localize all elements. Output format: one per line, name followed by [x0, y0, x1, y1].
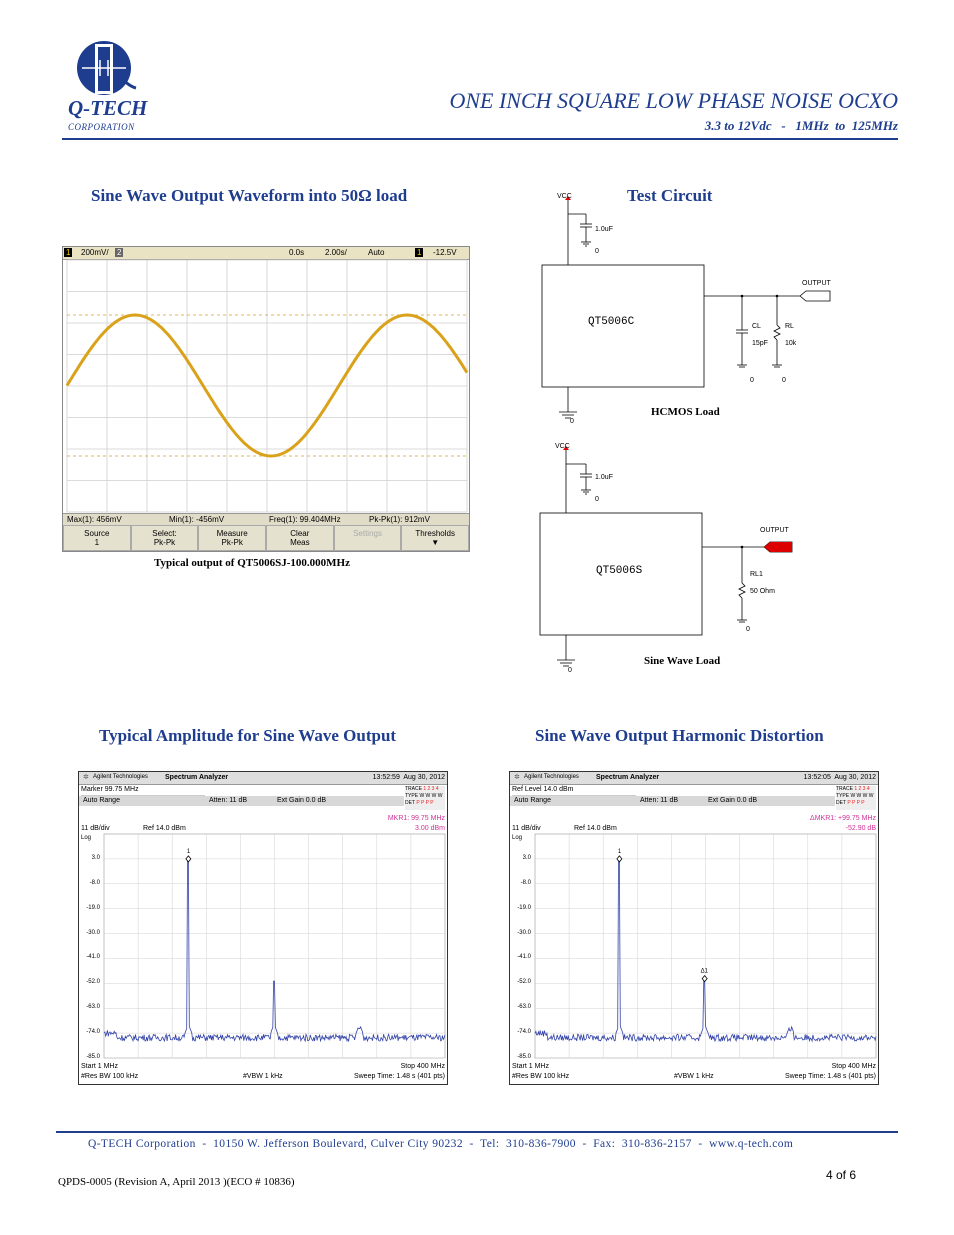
circuit1-rl-value: 10k: [785, 340, 797, 347]
sa2-marker-value: -52.90 dB: [845, 825, 876, 832]
harmonic-section-title: Sine Wave Output Harmonic Distortion: [535, 726, 824, 745]
sa1-marker-label: 1: [186, 848, 191, 855]
sa1-y-tick-label: -85.0: [86, 1054, 100, 1060]
sa1-name: Spectrum Analyzer: [165, 774, 229, 781]
sa2-title-bar: [510, 772, 878, 785]
sa2-y-tick-label: -52.0: [517, 979, 531, 986]
agilent-logo-icon: ✲: [83, 774, 89, 781]
sa1-ref: Ref 14.0 dBm: [143, 825, 186, 832]
sa1-field[interactable]: Marker 99.75 MHz: [81, 786, 205, 796]
sa1-marker-readout: MKR1: 99.75 MHz: [387, 815, 445, 822]
sa2-plot: [535, 834, 876, 1058]
sa2-y-tick-label: -85.0: [517, 1054, 531, 1060]
trigger-mode: Auto: [368, 248, 385, 257]
sa2-field[interactable]: Ref Level 14.0 dBm: [512, 786, 636, 796]
chevron-down-icon: ▼: [431, 538, 440, 547]
circuit1-chip: QT5006C: [588, 316, 635, 328]
sa2-timestamp: 13:52:05 Aug 30, 2012: [803, 774, 876, 781]
sa2-marker-diamond: [617, 856, 622, 862]
sa2-y-tick-label: -74.0: [517, 1029, 531, 1036]
measurement-max: Max(1): 456mV: [67, 515, 122, 524]
logo-text: Q-TECH: [68, 96, 148, 120]
time-offset: 0.0s: [289, 248, 305, 257]
circuit1-cl: CL: [752, 323, 761, 330]
logo-emblem: [62, 36, 162, 136]
sa2-delta-marker-diamond: [702, 976, 707, 982]
softkey-clear[interactable]: Clear Meas: [266, 525, 334, 551]
sa1-plot: [104, 834, 445, 1058]
sa1-log: Log: [81, 835, 92, 841]
page-subtitle: 3.3 to 12Vdc - 1MHz to 125MHz: [704, 118, 898, 133]
company-logo: [62, 36, 162, 136]
sa1-timestamp: 13:52:59 Aug 30, 2012: [372, 774, 445, 781]
sa2-rbw: #Res BW 100 kHz: [512, 1073, 570, 1080]
softkey-select[interactable]: Select: Pk-Pk: [131, 525, 199, 551]
sa2-y-tick-label: -30.0: [517, 929, 531, 936]
measurement-bar: [63, 513, 469, 525]
sa1-y-tick-label: -8.0: [89, 879, 100, 886]
ch1-badge: 1: [66, 248, 71, 257]
sa1-y-tick-label: -74.0: [86, 1029, 100, 1036]
softkey-measure[interactable]: Measure Pk-Pk: [198, 525, 266, 551]
sa1-y-tick-label: -52.0: [86, 979, 100, 986]
softkey-row: [63, 525, 469, 551]
sa2-delta-marker-label: Δ1: [700, 968, 709, 975]
softkey-source[interactable]: Source 1: [63, 525, 131, 551]
sa1-trace-panel: TRACE 1 2 3 4 TYPE W W W W DET P P P P: [405, 786, 445, 810]
spectrum-analyzer-amplitude: [78, 771, 448, 1085]
header-rule: [62, 138, 898, 140]
footer-doc-id: QPDS-0005 (Revision A, April 2013 )(ECO # 10836): [58, 1176, 295, 1188]
logo-subtext: CORPORATION: [68, 122, 135, 132]
circuit1-gnd: 0: [595, 248, 599, 255]
sa2-brand: Agilent Technologies: [524, 774, 579, 780]
circuit1-vcc: VCC: [557, 193, 572, 200]
scope-top-bar: [63, 247, 469, 260]
measurement-freq: Freq(1): 99.404MHz: [269, 515, 341, 524]
sa2-y-tick-label: -8.0: [520, 879, 531, 886]
spectrum-analyzer-harmonics: [509, 771, 879, 1085]
circuit1-output: OUTPUT: [802, 280, 831, 287]
hcmos-caption: HCMOS Load: [651, 406, 720, 418]
sa2-log: Log: [512, 835, 523, 841]
sa2-marker-label: 1: [617, 848, 622, 855]
circuit1-cap: 1.0uF: [595, 226, 613, 233]
circuit1-gnd-cl: 0: [750, 377, 754, 384]
sa1-sweep: Sweep Time: 1.48 s (401 pts): [353, 1073, 445, 1080]
sa1-y-tick-label: -41.0: [86, 954, 100, 961]
sa1-vbw: #VBW 1 kHz: [243, 1073, 283, 1080]
sa2-start: Start 1 MHz: [512, 1063, 549, 1070]
agilent-logo-icon: ✲: [514, 774, 520, 781]
softkey-thresholds[interactable]: Thresholds ▼: [401, 525, 469, 551]
sa1-rbw: #Res BW 100 kHz: [81, 1073, 139, 1080]
sa1-y-tick-label: 3.0: [91, 854, 100, 861]
trigger-channel: 1: [417, 248, 422, 257]
ch2-badge: 2: [117, 248, 122, 257]
circuit2-gnd: 0: [595, 496, 599, 503]
page-title: ONE INCH SQUARE LOW PHASE NOISE OCXO: [449, 88, 898, 113]
circuit2-gnd-chip: 0: [568, 667, 572, 674]
circuit2-rl: RL1: [750, 571, 763, 578]
sa2-marker-readout: ΔMKR1: +99.75 MHz: [810, 815, 876, 822]
sa2-ref: Ref 14.0 dBm: [574, 825, 617, 832]
sa2-ext-gain: Ext Gain 0.0 dB: [708, 797, 758, 804]
circuit2-rl-value: 50 Ohm: [750, 588, 775, 595]
sa2-auto-range: Auto Range: [514, 797, 551, 804]
sa1-ext-gain: Ext Gain 0.0 dB: [277, 797, 327, 804]
circuit2-chip: QT5006S: [596, 565, 643, 577]
circuit2-gnd-rl: 0: [746, 626, 750, 633]
hcmos-test-circuit: [540, 190, 840, 425]
sa2-y-tick-label: -41.0: [517, 954, 531, 961]
sine-test-circuit: [538, 440, 838, 680]
oscilloscope-screen: [62, 246, 470, 552]
circuit2-cap: 1.0uF: [595, 474, 613, 481]
scope-graticule: [67, 260, 467, 512]
footer-rule: [56, 1131, 898, 1133]
sa2-y-tick-label: 3.0: [522, 854, 531, 861]
sa1-brand: Agilent Technologies: [93, 774, 148, 780]
circuit2-vcc: VCC: [555, 443, 570, 450]
measurement-pkpk: Pk-Pk(1): 912mV: [369, 515, 430, 524]
volts-per-div: 200mV/: [81, 248, 109, 257]
scope-caption: Typical output of QT5006SJ-100.000MHz: [154, 557, 350, 569]
timebase: 2.00s/: [325, 248, 347, 257]
sa1-y-tick-label: -63.0: [86, 1004, 100, 1011]
circuit1-gnd-chip: 0: [570, 418, 574, 425]
sa2-y-tick-label: -63.0: [517, 1004, 531, 1011]
sa1-stop: Stop 400 MHz: [400, 1063, 445, 1070]
amplitude-section-title: Typical Amplitude for Sine Wave Output: [99, 726, 397, 745]
footer-page-number: 4 of 6: [826, 1168, 857, 1182]
sa2-stop: Stop 400 MHz: [831, 1063, 876, 1070]
circuit1-cl-value: 15pF: [752, 340, 768, 347]
sine-caption: Sine Wave Load: [644, 655, 721, 667]
sa1-y-tick-label: -19.0: [86, 904, 100, 911]
circuit2-output: OUTPUT: [760, 527, 789, 534]
test-circuit-section-title: Test Circuit: [627, 186, 713, 205]
footer-address: Q-TECH Corporation - 10150 W. Jefferson Boulevard, Culver City 90232 - Tel: 310-836-7900 - Fax: 310-836-2157 - www.q-tech.com: [88, 1138, 794, 1150]
circuit1-rl: RL: [785, 323, 794, 330]
sa2-y-tick-label: -19.0: [517, 904, 531, 911]
sa1-title-bar: [79, 772, 447, 785]
trigger-level: -12.5V: [433, 248, 457, 257]
softkey-settings[interactable]: Settings: [334, 525, 402, 551]
sa2-sweep: Sweep Time: 1.48 s (401 pts): [784, 1073, 876, 1080]
sa1-start: Start 1 MHz: [81, 1063, 118, 1070]
sa2-atten: Atten: 11 dB: [640, 797, 679, 804]
sa1-marker-diamond: [186, 856, 191, 862]
sa1-y-tick-label: -30.0: [86, 929, 100, 936]
measurement-min: Min(1): -456mV: [169, 515, 225, 524]
sa1-auto-range: Auto Range: [83, 797, 120, 804]
sa2-scale: 11 dB/div: [512, 825, 541, 832]
sa1-scale: 11 dB/div: [81, 825, 110, 832]
sa2-trace-panel: TRACE 1 2 3 4 TYPE W W W W DET P P P P: [836, 786, 876, 810]
sa2-name: Spectrum Analyzer: [596, 774, 660, 781]
sa1-marker-value: 3.00 dBm: [415, 825, 445, 832]
sa2-vbw: #VBW 1 kHz: [674, 1073, 714, 1080]
sa1-atten: Atten: 11 dB: [209, 797, 248, 804]
circuit1-gnd-rl: 0: [782, 377, 786, 384]
waveform-section-title: Sine Wave Output Waveform into 50Ω load: [91, 186, 408, 205]
